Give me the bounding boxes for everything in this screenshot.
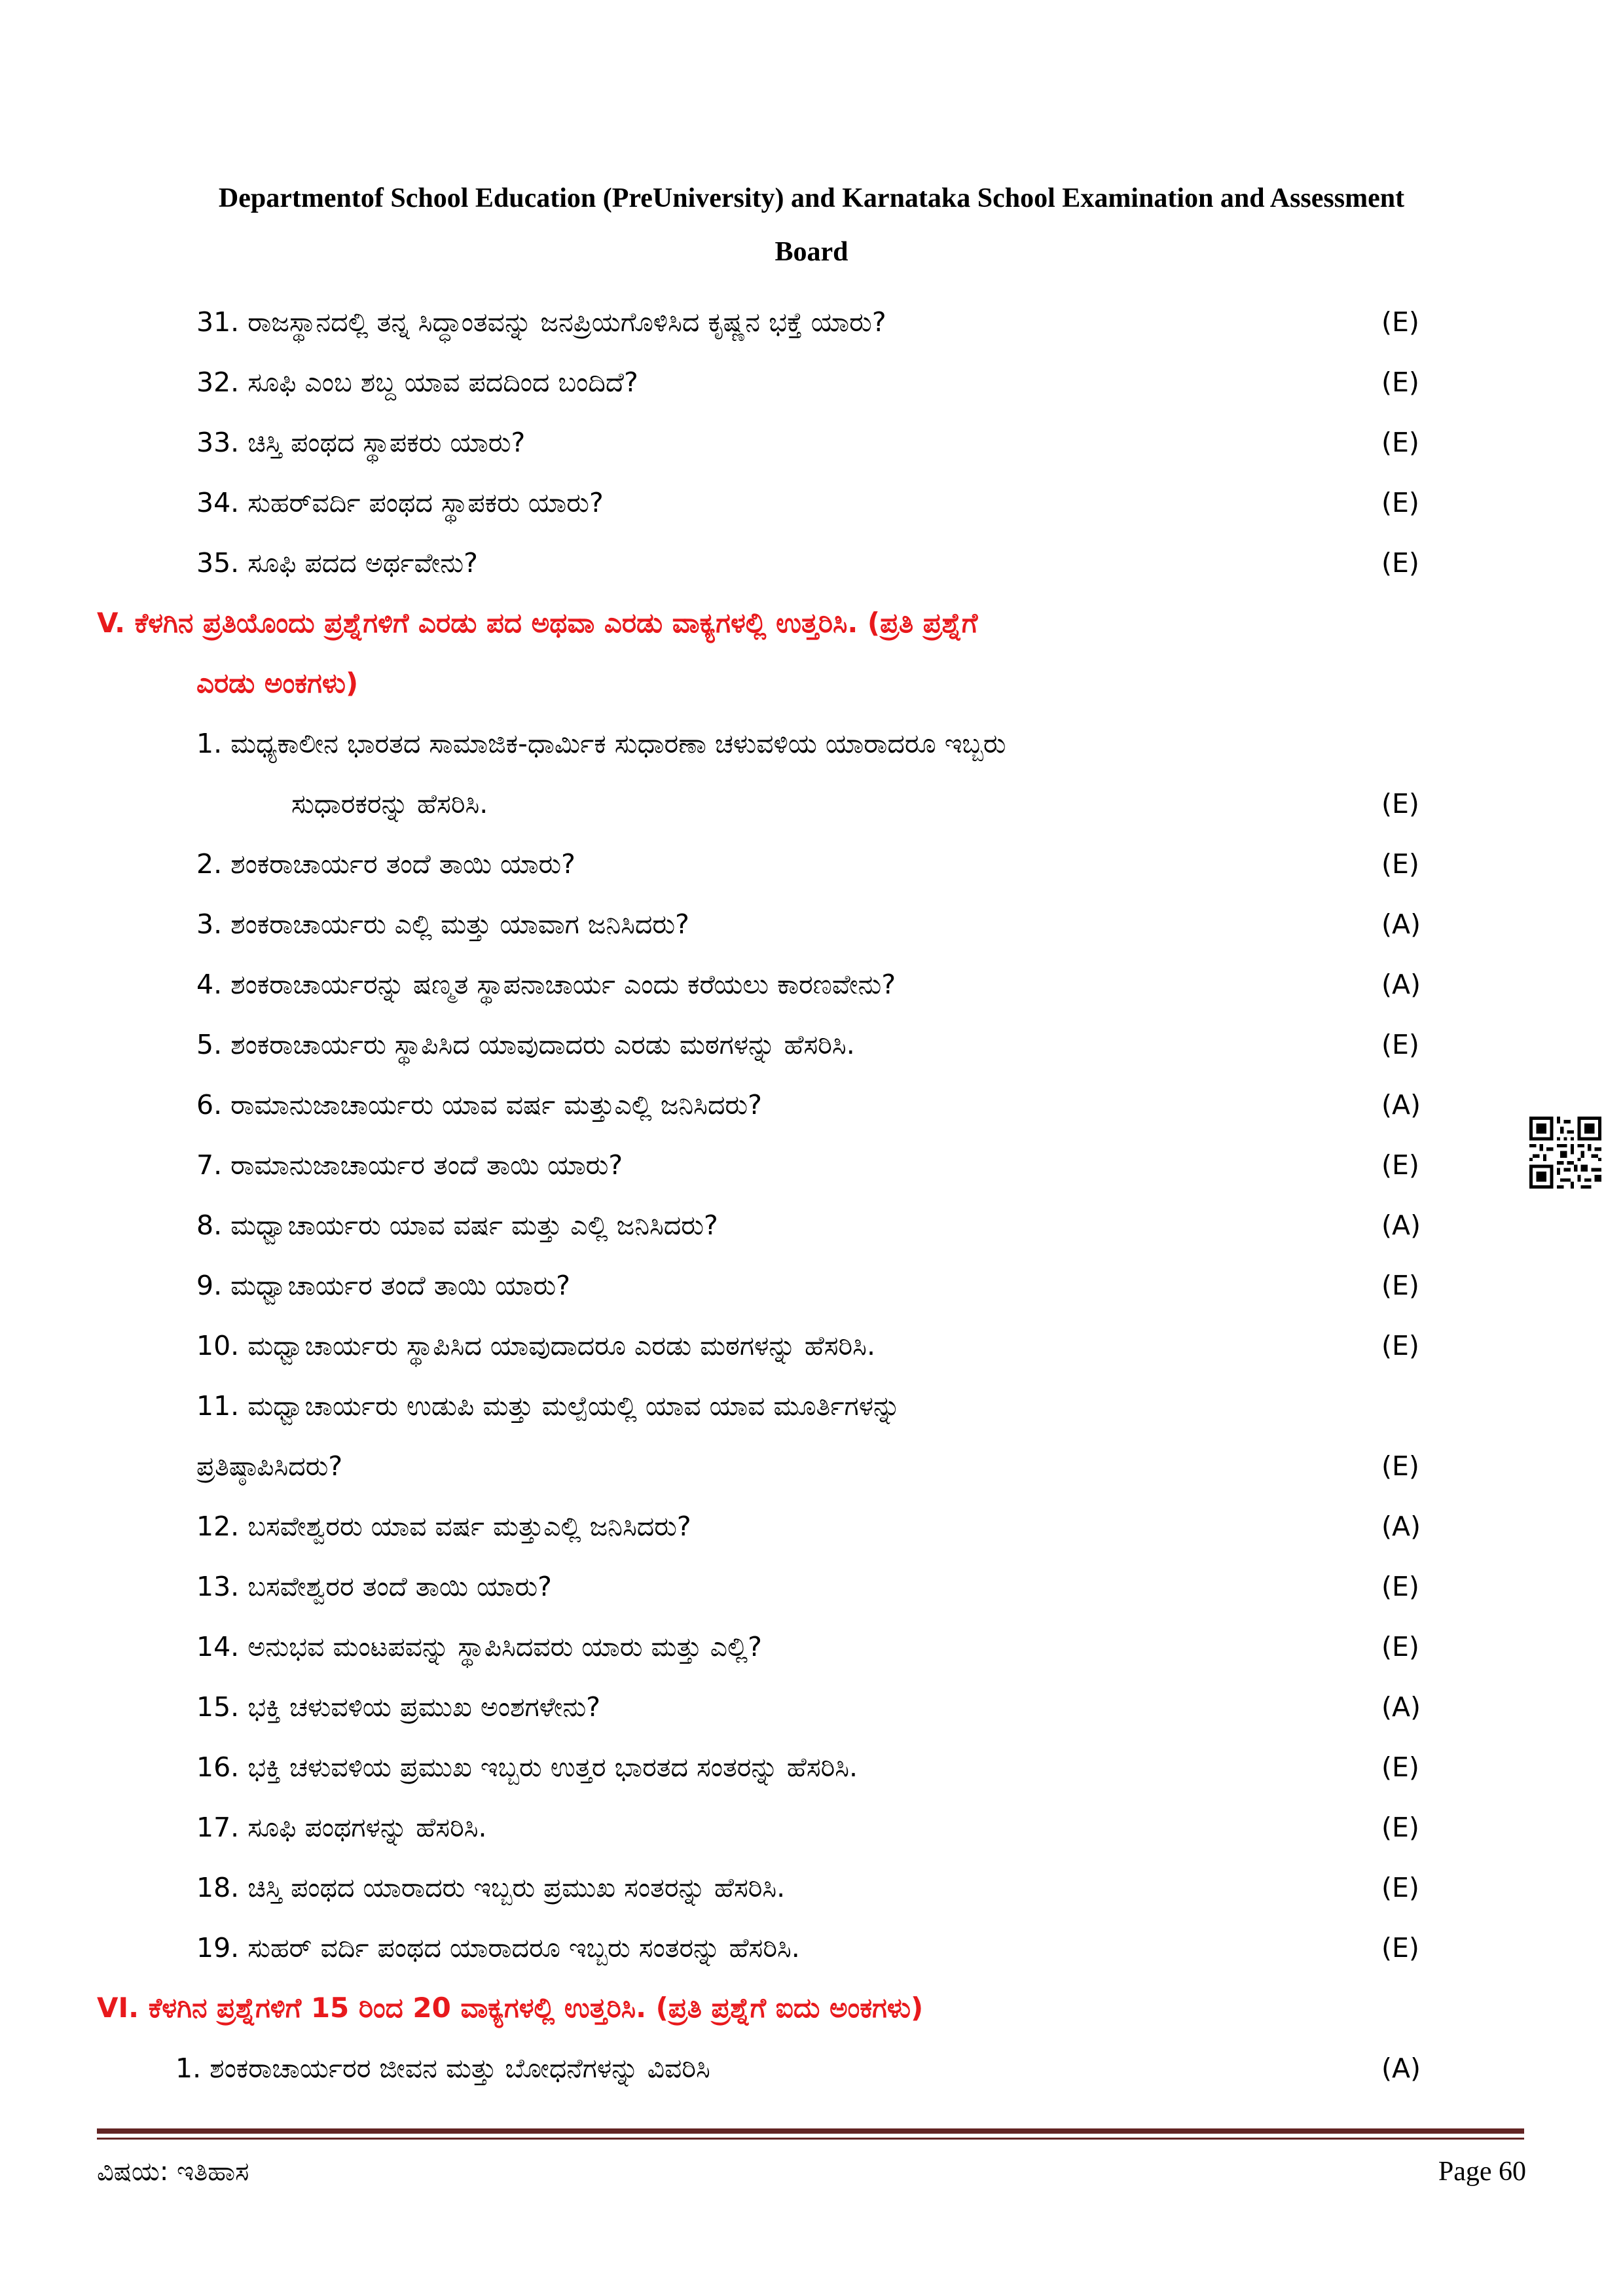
mark-v-14: (E)	[1381, 1631, 1419, 1662]
mark-35: (E)	[1381, 547, 1419, 579]
footer-subject: ವಿಷಯ: ಇತಿಹಾಸ	[97, 2157, 249, 2187]
question-v-17: 17. ಸೂಫಿ ಪಂಥಗಳನ್ನು ಹೆಸರಿಸಿ.	[196, 1812, 487, 1843]
question-v-2: 2. ಶಂಕರಾಚಾರ್ಯರ ತಂದೆ ತಾಯಿ ಯಾರು?	[196, 848, 575, 880]
question-v-8: 8. ಮಧ್ವಾಚಾರ್ಯರು ಯಾವ ವರ್ಷ ಮತ್ತು ಎಲ್ಲಿ ಜನಿಸಿದರು?	[196, 1210, 718, 1241]
footer-rule-thick	[97, 2128, 1524, 2134]
question-v-19: 19. ಸುಹರ್ ವರ್ದಿ ಪಂಥದ ಯಾರಾದರೂ ಇಬ್ಬರು ಸಂತರನ್ನು ಹೆಸರಿಸಿ.	[196, 1932, 800, 1964]
mark-v-15: (A)	[1381, 1691, 1421, 1723]
header-line-1: Departmentof School Education (PreUniversity) and Karnataka School Examination and Assessment	[218, 183, 1405, 213]
mark-v-4: (A)	[1381, 969, 1421, 1000]
question-v-4: 4. ಶಂಕರಾಚಾರ್ಯರನ್ನು ಷಣ್ಮತ ಸ್ಥಾಪನಾಚಾರ್ಯ ಎಂದು ಕರೆಯಲು ಕಾರಣವೇನು?	[196, 969, 896, 1000]
section-vi-heading: VI. ಕೆಳಗಿನ ಪ್ರಶ್ನೆಗಳಿಗೆ 15 ರಿಂದ 20 ವಾಕ್ಯಗಳಲ್ಲಿ ಉತ್ತರಿಸಿ. (ಪ್ರತಿ ಪ್ರಶ್ನೆಗೆ ಐದು ಅಂಕಗಳು)	[97, 1992, 924, 2024]
question-v-10: 10. ಮಧ್ವಾಚಾರ್ಯರು ಸ್ಥಾಪಿಸಿದ ಯಾವುದಾದರೂ ಎರಡು ಮಠಗಳನ್ನು ಹೆಸರಿಸಿ.	[196, 1330, 875, 1361]
document-header	[0, 171, 1623, 279]
question-v-1-cont: ಸುಧಾರಕರನ್ನು ಹೆಸರಿಸಿ.	[291, 788, 488, 819]
question-35: 35. ಸೂಫಿ ಪದದ ಅರ್ಥವೇನು?	[196, 547, 478, 579]
question-34: 34. ಸುಹರ್‌ವರ್ದಿ ಪಂಥದ ಸ್ಥಾಪಕರು ಯಾರು?	[196, 487, 604, 518]
question-v-11-cont: ಪ್ರತಿಷ್ಠಾಪಿಸಿದರು?	[196, 1450, 343, 1482]
mark-v-7: (E)	[1381, 1149, 1419, 1181]
section-v-heading: V. ಕೆಳಗಿನ ಪ್ರತಿಯೊಂದು ಪ್ರಶ್ನೆಗಳಿಗೆ ಎರಡು ಪದ ಅಥವಾ ಎರಡು ವಾಕ್ಯಗಳಲ್ಲಿ ಉತ್ತರಿಸಿ. (ಪ್ರತಿ ಪ್ರಶ್ನೆಗೆ	[97, 607, 978, 639]
question-v-6: 6. ರಾಮಾನುಜಾಚಾರ್ಯರು ಯಾವ ವರ್ಷ ಮತ್ತುಎಲ್ಲಿ ಜನಿಸಿದರು?	[196, 1089, 762, 1121]
mark-v-8: (A)	[1381, 1210, 1421, 1241]
question-33: 33. ಚಿಸ್ತಿ ಪಂಥದ ಸ್ಥಾಪಕರು ಯಾರು?	[196, 427, 526, 458]
mark-31: (E)	[1381, 306, 1419, 338]
section-v-heading-cont: ಎರಡು ಅಂಕಗಳು)	[196, 667, 359, 699]
mark-v-10: (E)	[1381, 1330, 1419, 1361]
question-v-15: 15. ಭಕ್ತಿ ಚಳುವಳಿಯ ಪ್ರಮುಖ ಅಂಶಗಳೇನು?	[196, 1691, 600, 1723]
question-v-9: 9. ಮಧ್ವಾಚಾರ್ಯರ ತಂದೆ ತಾಯಿ ಯಾರು?	[196, 1270, 570, 1301]
mark-v-12: (A)	[1381, 1511, 1421, 1542]
question-v-12: 12. ಬಸವೇಶ್ವರರು ಯಾವ ವರ್ಷ ಮತ್ತುಎಲ್ಲಿ ಜನಿಸಿದರು?	[196, 1511, 691, 1542]
header-line-2: Board	[775, 237, 848, 267]
mark-v-3: (A)	[1381, 908, 1421, 940]
question-v-1: 1. ಮಧ್ಯಕಾಲೀನ ಭಾರತದ ಸಾಮಾಜಿಕ-ಧಾರ್ಮಿಕ ಸುಧಾರಣಾ ಚಳುವಳಿಯ ಯಾರಾದರೂ ಇಬ್ಬರು	[196, 728, 1006, 759]
question-v-16: 16. ಭಕ್ತಿ ಚಳುವಳಿಯ ಪ್ರಮುಖ ಇಬ್ಬರು ಉತ್ತರ ಭಾರತದ ಸಂತರನ್ನು ಹೆಸರಿಸಿ.	[196, 1751, 858, 1783]
mark-v-9: (E)	[1381, 1270, 1419, 1301]
mark-v-18: (E)	[1381, 1872, 1419, 1903]
question-v-18: 18. ಚಿಸ್ತಿ ಪಂಥದ ಯಾರಾದರು ಇಬ್ಬರು ಪ್ರಮುಖ ಸಂತರನ್ನು ಹೆಸರಿಸಿ.	[196, 1872, 786, 1903]
mark-v-6: (A)	[1381, 1089, 1421, 1121]
mark-v-2: (E)	[1381, 848, 1419, 880]
mark-v-11: (E)	[1381, 1450, 1419, 1482]
footer-rule-thin	[97, 2138, 1524, 2140]
page-number: Page 60	[1438, 2157, 1526, 2187]
mark-vi-1: (A)	[1381, 2053, 1421, 2084]
question-v-5: 5. ಶಂಕರಾಚಾರ್ಯರು ಸ್ಥಾಪಿಸಿದ ಯಾವುದಾದರು ಎರಡು ಮಠಗಳನ್ನು ಹೆಸರಿಸಿ.	[196, 1029, 855, 1060]
question-v-14: 14. ಅನುಭವ ಮಂಟಪವನ್ನು ಸ್ಥಾಪಿಸಿದವರು ಯಾರು ಮತ್ತು ಎಲ್ಲಿ?	[196, 1631, 762, 1662]
mark-v-16: (E)	[1381, 1751, 1419, 1783]
mark-32: (E)	[1381, 367, 1419, 398]
mark-v-17: (E)	[1381, 1812, 1419, 1843]
mark-34: (E)	[1381, 487, 1419, 518]
mark-v-1: (E)	[1381, 788, 1419, 819]
mark-v-13: (E)	[1381, 1571, 1419, 1602]
mark-v-5: (E)	[1381, 1029, 1419, 1060]
mark-v-19: (E)	[1381, 1932, 1419, 1964]
question-v-13: 13. ಬಸವೇಶ್ವರರ ತಂದೆ ತಾಯಿ ಯಾರು?	[196, 1571, 552, 1602]
question-v-7: 7. ರಾಮಾನುಜಾಚಾರ್ಯರ ತಂದೆ ತಾಯಿ ಯಾರು?	[196, 1149, 623, 1181]
qr-code-icon	[1529, 1117, 1601, 1189]
question-v-3: 3. ಶಂಕರಾಚಾರ್ಯರು ಎಲ್ಲಿ ಮತ್ತು ಯಾವಾಗ ಜನಿಸಿದರು?	[196, 908, 689, 940]
question-vi-1: 1. ಶಂಕರಾಚಾರ್ಯರರ ಜೀವನ ಮತ್ತು ಬೋಧನೆಗಳನ್ನು ವಿವರಿಸಿ	[175, 2053, 710, 2084]
question-31: 31. ರಾಜಸ್ಥಾನದಲ್ಲಿ ತನ್ನ ಸಿದ್ಧಾಂತವನ್ನು ಜನಪ್ರಿಯಗೊಳಿಸಿದ ಕೃಷ್ಣನ ಭಕ್ತೆ ಯಾರು?	[196, 306, 886, 338]
mark-33: (E)	[1381, 427, 1419, 458]
question-32: 32. ಸೂಫಿ ಎಂಬ ಶಬ್ದ ಯಾವ ಪದದಿಂದ ಬಂದಿದೆ?	[196, 367, 638, 398]
question-v-11: 11. ಮಧ್ವಾಚಾರ್ಯರು ಉಡುಪಿ ಮತ್ತು ಮಲ್ಪೆಯಲ್ಲಿ ಯಾವ ಯಾವ ಮೂರ್ತಿಗಳನ್ನು	[196, 1390, 901, 1422]
